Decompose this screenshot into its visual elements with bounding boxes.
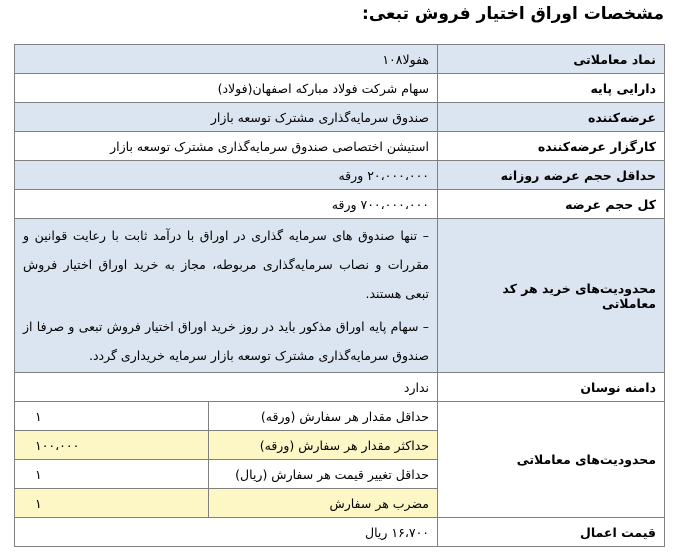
section-title: مشخصات اوراق اختیار فروش تبعی: [362,4,664,24]
value-restrictions [15,219,438,373]
label-strike: قیمت اعمال [438,518,665,547]
label-restrictions: محدودیت‌های خرید هر کد معاملاتی [438,219,665,373]
value-strike: ۱۶،۷۰۰ ریال [15,518,438,547]
limit-value: ۱ [15,489,209,518]
limit-value: ۱۰۰،۰۰۰ [15,431,209,460]
row-symbol [15,45,665,74]
label-issuer: عرضه‌کننده [438,103,665,132]
row-underlying [15,74,665,103]
restriction-paragraph-1: – تنها صندوق های سرمایه گذاری در اوراق با درآمد ثابت با رعایت قوانین و مقررات و نصاب سرمایه‌گذاری مربوطه، مجاز به خرید اوراق اختیار فروش تبعی هستند. [23,228,429,301]
value-issuer: صندوق سرمایه‌گذاری مشترک توسعه بازار [15,103,438,132]
limit-value: ۱ [15,460,209,489]
value-broker: استیشن اختصاصی صندوق سرمایه‌گذاری مشترک توسعه بازار [15,132,438,161]
limit-value: ۱ [15,402,209,431]
row-issuer [15,103,665,132]
trade-limits-cell [15,402,438,518]
spec-table [14,44,665,547]
row-total [15,190,665,219]
limit-row [15,460,437,489]
row-trade-limits [15,402,665,518]
value-symbol: هفولا۱۰۸ [15,45,438,74]
row-range [15,373,665,402]
label-broker: کارگزار عرضه‌کننده [438,132,665,161]
value-range: ندارد [15,373,438,402]
value-total: ۷۰۰،۰۰۰،۰۰۰ ورقه [15,190,438,219]
label-range: دامنه نوسان [438,373,665,402]
label-total: کل حجم عرضه [438,190,665,219]
limit-label: مضرب هر سفارش [209,489,438,518]
label-min-daily: حداقل حجم عرضه روزانه [438,161,665,190]
limit-row [15,431,437,460]
label-trade-limits: محدودیت‌های معاملاتی [438,402,665,518]
value-min-daily: ۲۰،۰۰۰،۰۰۰ ورقه [15,161,438,190]
label-symbol: نماد معاملاتی [438,45,665,74]
limit-row [15,402,437,431]
limit-label: حداقل تغییر قیمت هر سفارش (ریال) [209,460,438,489]
limit-row [15,489,437,518]
row-broker [15,132,665,161]
row-strike [15,518,665,547]
row-min-daily [15,161,665,190]
trade-limits-table [15,402,437,517]
limit-label: حداکثر مقدار هر سفارش (ورقه) [209,431,438,460]
restriction-paragraph-2: – سهام پایه اوراق مذکور باید در روز خرید اوراق اختیار فروش تبعی و صرفا از صندوق سرمایه‌گذاری مشترک توسعه بازار سرمایه خریداری گردد. [23,319,429,363]
value-underlying: سهام شرکت فولاد مبارکه اصفهان(فولاد) [15,74,438,103]
limit-label: حداقل مقدار هر سفارش (ورقه) [209,402,438,431]
row-restrictions [15,219,665,373]
label-underlying: دارایی پایه [438,74,665,103]
